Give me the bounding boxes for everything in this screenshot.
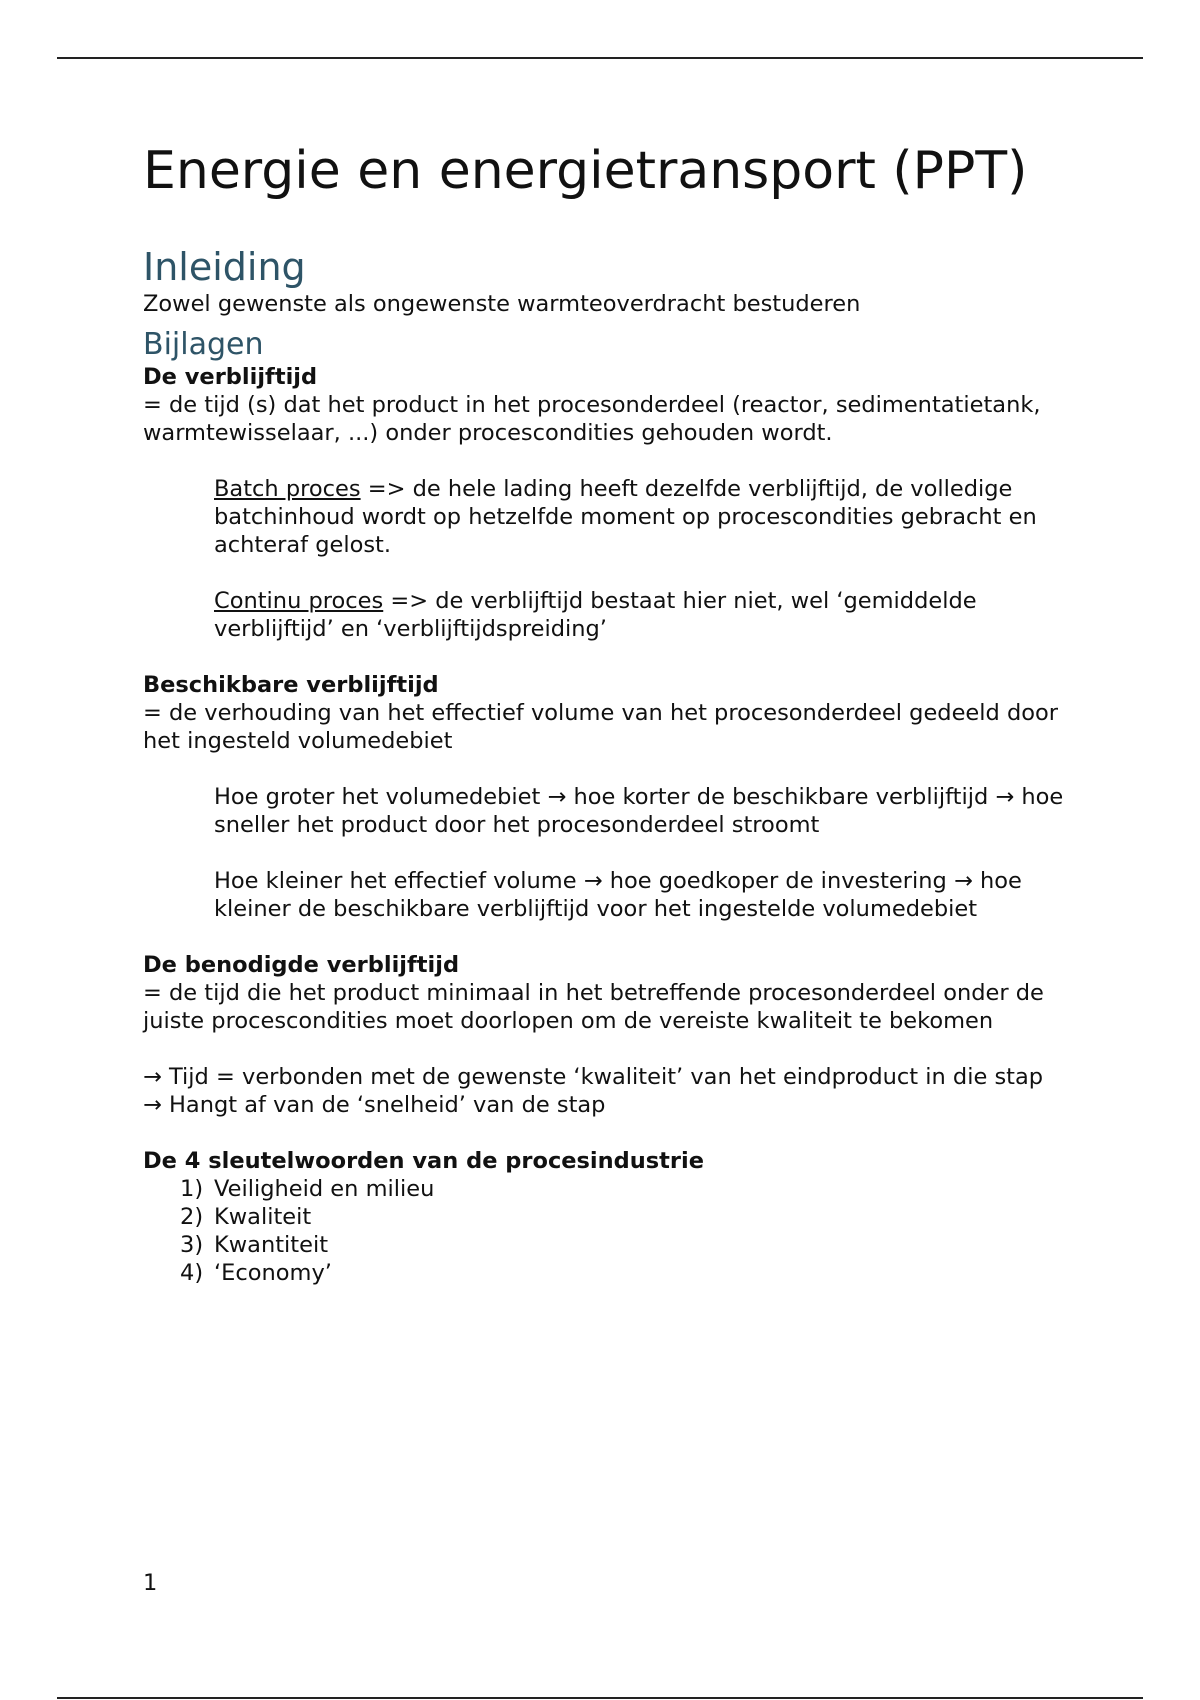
continu-label: Continu proces [214, 588, 384, 614]
batch-label: Batch proces [214, 476, 361, 502]
page-number: 1 [143, 1570, 158, 1596]
benodigd-definition: = de tijd die het product minimaal in het betreffende procesonderdeel onder de juiste procescondities moet doorlopen om de vereiste kwaliteit te bekomen [143, 980, 1044, 1034]
list-item: 4) ‘Economy’ [180, 1260, 332, 1286]
continu-paragraph [143, 587, 1083, 643]
document-body [143, 138, 1083, 1287]
list-item: 2) Kwaliteit [180, 1204, 312, 1230]
heading-beschikbare-verblijftijd: Beschikbare verblijftijd [143, 672, 439, 698]
list-item: 1) Veiligheid en milieu [180, 1176, 435, 1202]
heading-bijlagen: Bijlagen [143, 327, 264, 362]
header-rule [57, 57, 1143, 59]
beschikbaar-point-2: Hoe kleiner het effectief volume → hoe goedkoper de investering → hoe kleiner de beschikbare verblijftijd voor het ingestelde volumedebiet [214, 868, 1022, 922]
intro-text: Zowel gewenste als ongewenste warmteoverdracht bestuderen [143, 291, 861, 317]
list-item: 3) Kwantiteit [180, 1232, 329, 1258]
heading-inleiding: Inleiding [143, 245, 306, 289]
keywords-list [143, 1175, 1083, 1287]
heading-sleutelwoorden: De 4 sleutelwoorden van de procesindustrie [143, 1148, 705, 1174]
batch-text: => de hele lading heeft dezelfde verblijftijd, de volledige batchinhoud wordt op hetzelfde moment op procescondities gebracht en achteraf gelost. [214, 476, 1070, 558]
heading-verblijftijd: De verblijftijd [143, 364, 318, 390]
beschikbaar-definition: = de verhouding van het effectief volume van het procesonderdeel gedeeld door het ingesteld volumedebiet [143, 700, 1059, 754]
heading-benodigde-verblijftijd: De benodigde verblijftijd [143, 952, 460, 978]
continu-text: => de verblijftijd bestaat hier niet, wel ‘gemiddelde verblijftijd’ en ‘verblijftijdspreiding’ [214, 588, 977, 642]
benodigd-note-2: → Hangt af van de ‘snelheid’ van de stap [143, 1092, 606, 1118]
batch-paragraph [143, 475, 1083, 559]
verblijftijd-definition: = de tijd (s) dat het product in het procesonderdeel (reactor, sedimentatietank, warmtewisselaar, ...) onder procescondities gehouden wordt. [143, 392, 1041, 446]
page-title: Energie en energietransport (PPT) [143, 141, 1028, 201]
beschikbaar-point-1: Hoe groter het volumedebiet → hoe korter de beschikbare verblijftijd → hoe sneller het product door het procesonderdeel stroomt [214, 784, 1064, 838]
benodigd-note-1: → Tijd = verbonden met de gewenste ‘kwaliteit’ van het eindproduct in die stap [143, 1064, 1044, 1090]
footer-rule [57, 1697, 1143, 1699]
